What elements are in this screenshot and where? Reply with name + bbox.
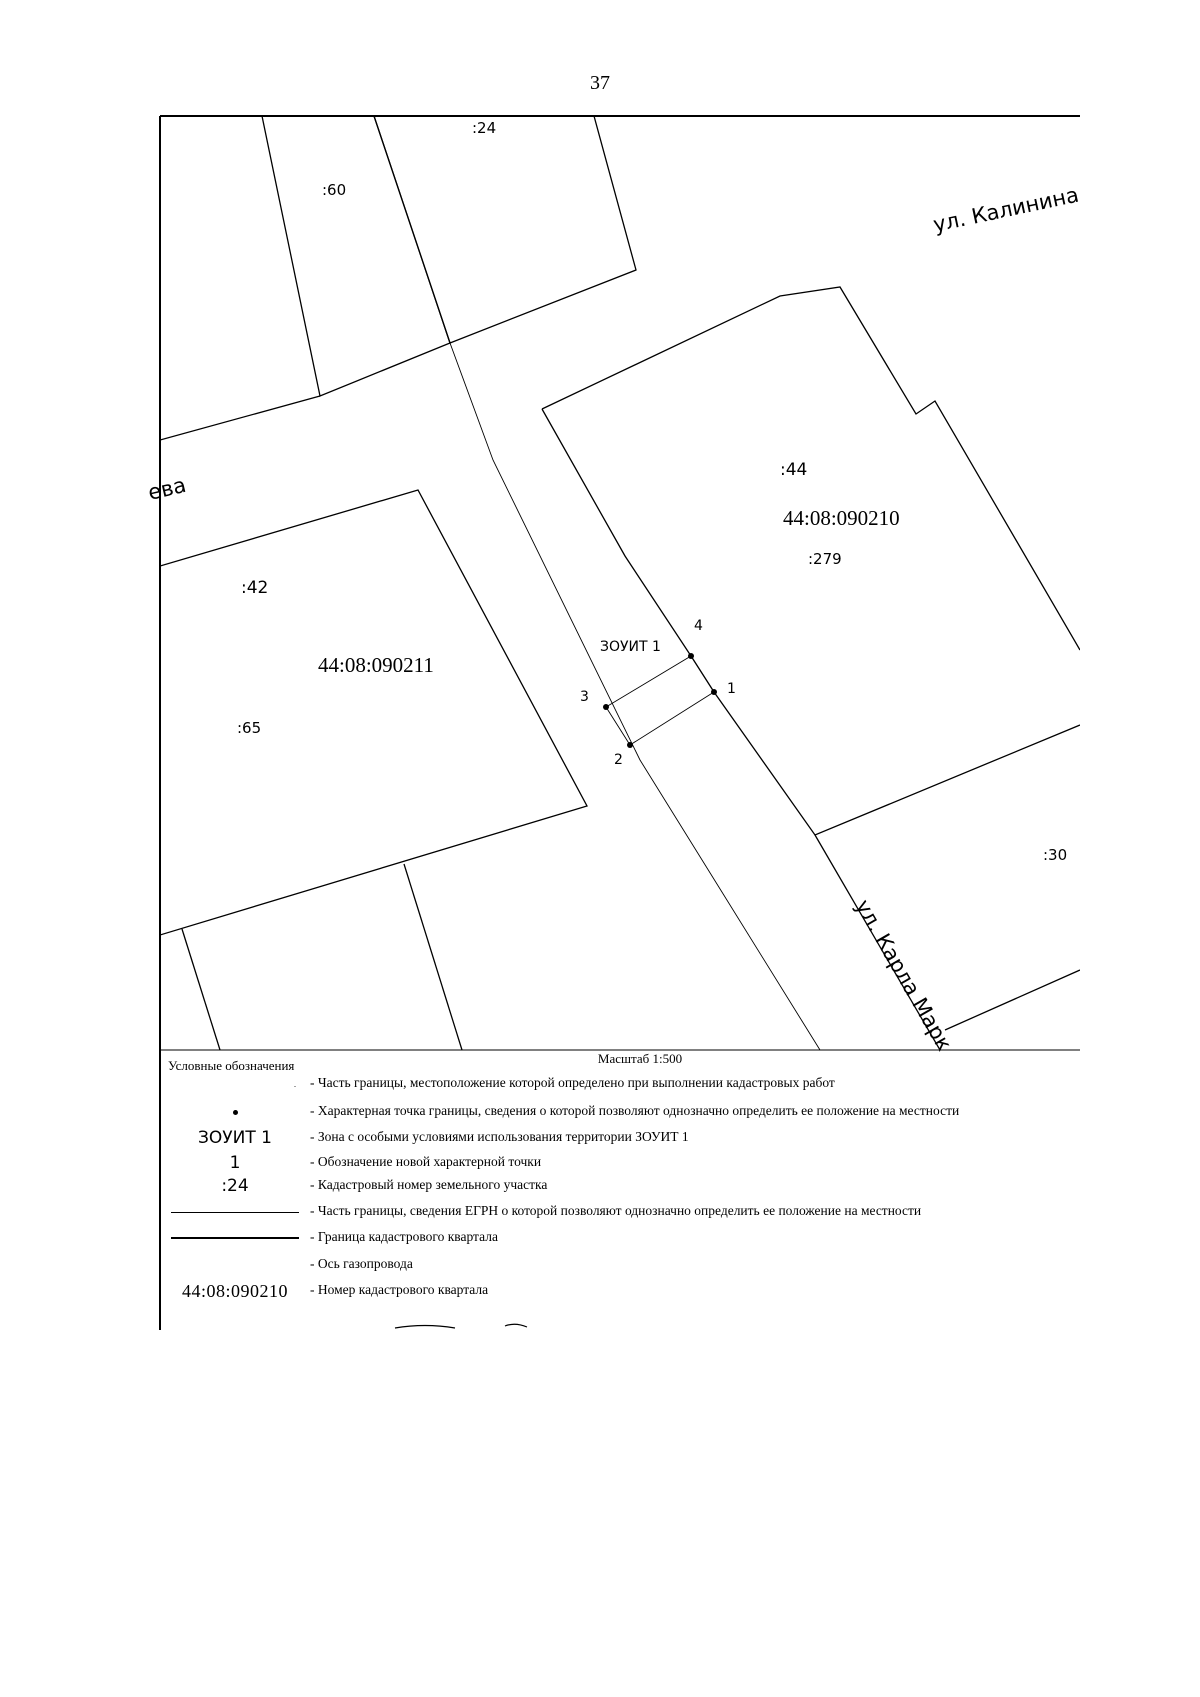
- parcel-279-label: :279: [808, 550, 842, 568]
- legend-symbol-empty: [160, 1253, 310, 1277]
- legend-row-egrn-boundary: [160, 1200, 1080, 1224]
- truncated-fragment-mark: [395, 1324, 527, 1328]
- point-3-label: 3: [580, 689, 589, 705]
- gas-pipeline-axis: [450, 343, 820, 1050]
- point-4-dot: [688, 653, 694, 659]
- legend-desc: - Зона с особыми условиями использования территории ЗОУИТ 1: [310, 1129, 689, 1144]
- parcel-lower-left-1: [182, 929, 220, 1050]
- legend-symbol-tiny-dot: .: [294, 1079, 296, 1089]
- legend-symbol-dot: [160, 1100, 310, 1124]
- legend-row-characteristic-point: [160, 1100, 1080, 1124]
- parcel-44-boundary-north: [542, 287, 1080, 650]
- legend-row-quarter-boundary: [160, 1226, 1080, 1250]
- parcel-lower-left-2: [404, 864, 462, 1050]
- legend-symbol-point-number: 1: [229, 1153, 241, 1173]
- legend-row-zouit: [160, 1126, 1080, 1150]
- legend-row-quarter-number: [160, 1279, 1080, 1303]
- zouit-zone-label: ЗОУИТ 1: [600, 639, 661, 655]
- legend-desc: - Обозначение новой характерной точки: [310, 1154, 542, 1169]
- legend-desc: - Часть границы, сведения ЕГРН о которой позволяют однозначно определить ее положение на местности: [310, 1203, 922, 1218]
- parcel-60-label: :60: [322, 181, 347, 199]
- legend-row-new-point: [160, 1151, 1080, 1175]
- legend-symbol-zouit: ЗОУИТ 1: [198, 1128, 272, 1148]
- quarter-west-label: 44:08:090211: [318, 653, 434, 677]
- page-number: 37: [590, 72, 610, 94]
- parcel-24-boundary: [374, 116, 636, 343]
- legend-row-surveyed-boundary: [160, 1072, 1080, 1096]
- parcel-42-boundary: [160, 490, 587, 935]
- parcel-60-boundary: [262, 116, 450, 396]
- legend-desc: - Граница кадастрового квартала: [310, 1229, 498, 1244]
- parcel-30-label: :30: [1043, 846, 1068, 864]
- parcel-44-label: :44: [780, 460, 808, 480]
- parcel-30-boundary: [945, 970, 1080, 1030]
- street-karla-marksa-label: ул. Карла Марк: [850, 895, 957, 1055]
- legend-title: Условные обозначения: [168, 1058, 295, 1073]
- legend-row-gas-pipeline: [160, 1253, 1080, 1277]
- legend-desc: - Номер кадастрового квартала: [310, 1282, 489, 1297]
- quarter-east-label: 44:08:090210: [783, 506, 900, 530]
- zouit-zone-boundary: [606, 656, 714, 745]
- legend-desc: - Ось газопровода: [310, 1256, 413, 1271]
- parcel-65-label: :65: [237, 719, 262, 737]
- street-edge-north: [160, 396, 320, 440]
- legend-symbol-thick-line: [160, 1226, 310, 1250]
- parcel-44-boundary: [542, 409, 1080, 835]
- point-4-label: 4: [694, 618, 703, 634]
- parcel-42-label: :42: [241, 578, 269, 598]
- street-kalinina-label: ул. Калинина: [931, 182, 1081, 237]
- legend-desc: - Характерная точка границы, сведения о которой позволяют однозначно определить ее положение на местности: [310, 1103, 960, 1118]
- legend-desc: - Кадастровый номер земельного участка: [310, 1177, 548, 1192]
- point-1-dot: [711, 689, 717, 695]
- legend-desc: - Часть границы, местоположение которой определено при выполнении кадастровых работ: [310, 1075, 835, 1090]
- legend-symbol-quarter-number: 44:08:090210: [181, 1280, 288, 1301]
- point-1-label: 1: [727, 681, 736, 697]
- parcel-24-label: :24: [472, 119, 497, 137]
- quarter-boundary-line-icon: [171, 1237, 299, 1239]
- map-scale-label: Масштаб 1:500: [597, 1051, 683, 1066]
- point-dot-icon: [233, 1110, 238, 1115]
- legend-symbol-line: [160, 1200, 310, 1224]
- street-left-fragment-label: ева: [145, 472, 189, 505]
- point-2-label: 2: [614, 752, 623, 768]
- point-2-dot: [627, 742, 633, 748]
- point-3-dot: [603, 704, 609, 710]
- legend-row-parcel-number: [160, 1174, 1080, 1198]
- legend-symbol-parcel-number: :24: [221, 1176, 249, 1196]
- boundary-line-icon: [171, 1212, 299, 1213]
